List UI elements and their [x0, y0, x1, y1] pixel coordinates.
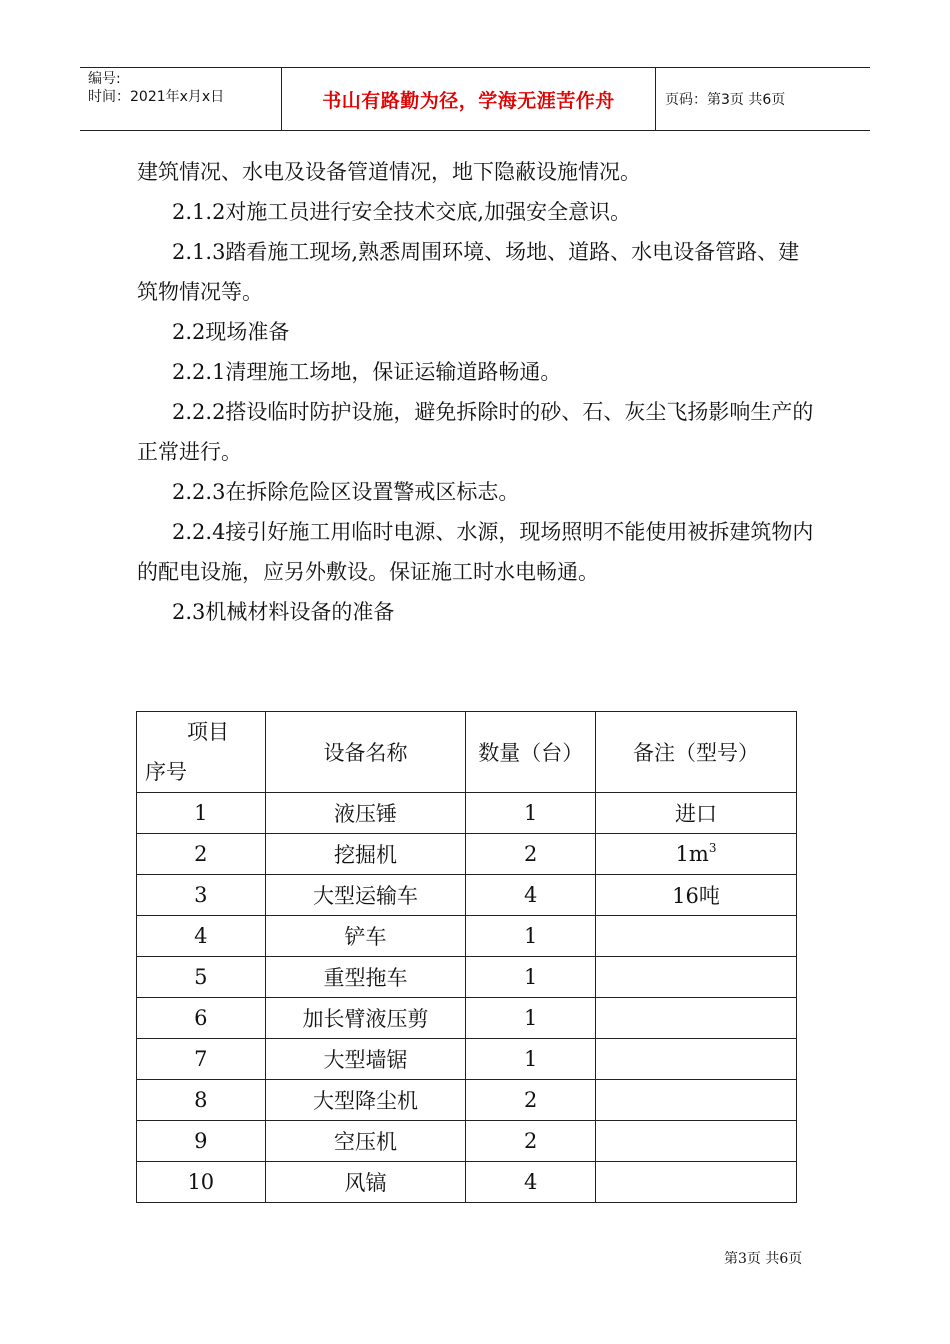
paragraph: 2.1.2对施工员进行安全技术交底,加强安全意识。 [172, 200, 632, 224]
paragraph: 2.2.1清理施工场地，保证运输道路畅通。 [172, 360, 562, 384]
cell-number: 6 [137, 998, 266, 1039]
cell-number: 9 [137, 1121, 266, 1162]
cell-note [596, 1162, 797, 1203]
cell-quantity: 1 [466, 957, 596, 998]
cell-note [596, 1039, 797, 1080]
cell-note: 进口 [596, 793, 797, 834]
table-row [137, 957, 797, 998]
cell-quantity: 2 [466, 1121, 596, 1162]
cell-note: 16吨 [596, 875, 797, 916]
cell-number: 4 [137, 916, 266, 957]
section-heading: 2.3机械材料设备的准备 [172, 600, 395, 624]
cell-note-text: 1m [675, 842, 709, 866]
table-header-quantity: 数量（台） [466, 712, 596, 793]
table-row [137, 793, 797, 834]
cell-quantity: 1 [466, 998, 596, 1039]
table-row [137, 834, 797, 875]
paragraph: 2.2.2搭设临时防护设施，避免拆除时的砂、石、灰尘飞扬影响生产的正常进行。 [137, 400, 814, 464]
cell-name: 大型降尘机 [265, 1080, 466, 1121]
cell-note [596, 1121, 797, 1162]
cell-number: 1 [137, 793, 266, 834]
cell-number: 2 [137, 834, 266, 875]
page-header [80, 67, 870, 131]
table-header-number: 项目 序号 [137, 712, 266, 793]
header-number-label: 编号: [88, 71, 121, 87]
equipment-table [136, 711, 797, 1203]
paragraph: 2.1.3踏看施工现场,熟悉周围环境、场地、道路、水电设备管路、建筑物情况等。 [137, 240, 800, 304]
paragraph: 2.2.3在拆除危险区设置警戒区标志。 [172, 480, 520, 504]
cell-number: 5 [137, 957, 266, 998]
cell-name: 挖掘机 [265, 834, 466, 875]
header-time-label: 时间：2021年x月x日 [88, 89, 225, 105]
cell-quantity: 2 [466, 1080, 596, 1121]
header-motto-cell [282, 68, 656, 130]
table-header-name: 设备名称 [265, 712, 466, 793]
table-row [137, 875, 797, 916]
header-meta [80, 68, 282, 130]
cell-note-superscript: 3 [708, 841, 717, 855]
paragraph: 建筑情况、水电及设备管道情况，地下隐蔽设施情况。 [137, 160, 641, 184]
cell-name: 大型运输车 [265, 875, 466, 916]
cell-name: 液压锤 [265, 793, 466, 834]
table-row [137, 998, 797, 1039]
cell-number: 3 [137, 875, 266, 916]
table-row [137, 1039, 797, 1080]
cell-note [596, 957, 797, 998]
paragraph: 2.2.4接引好施工用临时电源、水源，现场照明不能使用被拆建筑物内的配电设施，应另外敷设。保证施工时水电畅通。 [137, 520, 814, 584]
cell-name: 铲车 [265, 916, 466, 957]
cell-number: 7 [137, 1039, 266, 1080]
cell-name: 空压机 [265, 1121, 466, 1162]
document-body [137, 152, 817, 632]
cell-quantity: 1 [466, 793, 596, 834]
cell-name: 大型墙锯 [265, 1039, 466, 1080]
cell-quantity: 2 [466, 834, 596, 875]
cell-number: 10 [137, 1162, 266, 1203]
cell-note [596, 834, 797, 875]
cell-number: 8 [137, 1080, 266, 1121]
cell-quantity: 1 [466, 916, 596, 957]
cell-note [596, 1080, 797, 1121]
cell-note [596, 916, 797, 957]
table-row [137, 916, 797, 957]
cell-name: 重型拖车 [265, 957, 466, 998]
table-row [137, 1080, 797, 1121]
header-page-cell [656, 68, 870, 130]
header-motto: 书山有路勤为径，学海无涯苦作舟 [322, 89, 615, 112]
section-heading: 2.2现场准备 [172, 320, 290, 344]
cell-quantity: 4 [466, 875, 596, 916]
cell-quantity: 4 [466, 1162, 596, 1203]
footer-page-label: 第3页 共6页 [724, 1251, 803, 1267]
cell-note [596, 998, 797, 1039]
table-header-row [137, 712, 797, 793]
table-header-note: 备注（型号） [596, 712, 797, 793]
cell-quantity: 1 [466, 1039, 596, 1080]
cell-name: 风镐 [265, 1162, 466, 1203]
header-page-label: 页码：第3页 共6页 [665, 92, 786, 108]
page-footer [724, 1248, 802, 1268]
cell-name: 加长臂液压剪 [265, 998, 466, 1039]
table-row [137, 1121, 797, 1162]
table-row [137, 1162, 797, 1203]
